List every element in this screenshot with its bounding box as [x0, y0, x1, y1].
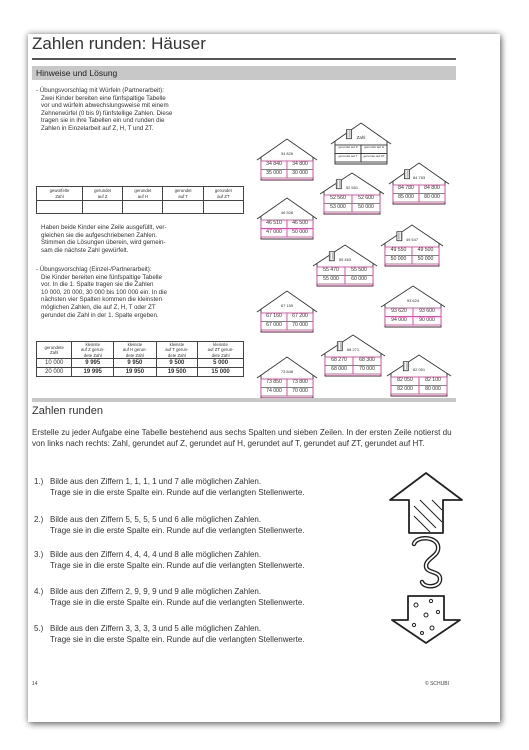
table-header: kleinste auf T gerun- dete Zahl [156, 342, 198, 359]
house-cell: 82 100 [425, 377, 441, 383]
house-label: 68 271 [346, 347, 360, 352]
task-number: 5.) [34, 624, 44, 633]
house [386, 354, 452, 398]
house-cell: 70 000 [292, 387, 308, 394]
house-cell: 35 000 [266, 169, 282, 176]
house-cell: 46 500 [292, 220, 308, 226]
table-header: gerundet auf T [163, 187, 203, 201]
task-item [34, 477, 305, 498]
house-cell: 52 560 [330, 195, 346, 201]
table-cell: 5 000 [198, 358, 244, 367]
house-cell: 50 000 [292, 228, 308, 235]
table-cell: 19 500 [156, 367, 198, 376]
hint-line: 10 000, 20 000, 30 000 bis 100 000 ein. In die [41, 288, 167, 296]
squiggle-icon [414, 538, 440, 586]
house-cell: 90 000 [419, 316, 435, 323]
table-header: gewürfelte Zahl [37, 187, 83, 201]
house-label: 73 848 [280, 369, 294, 374]
hint-line: möglichen Zahlen, die auf Z, H, T oder ZT [41, 303, 156, 311]
table-cell [37, 201, 83, 214]
hint-paragraph-1 [36, 87, 242, 133]
task-number: 3.) [34, 550, 44, 559]
arrow-up-icon [390, 473, 462, 533]
hint-line: Zwei Kinder bereiten eine fünfspaltige Tabelle [41, 94, 166, 102]
house-cell: 49 550 [390, 247, 407, 253]
hint-line: Zahlen in Einzelarbeit auf Z, H, T und ZT. [41, 124, 154, 132]
task-line: Trage sie in die erste Spalte ein. Runde auf die verlangten Stellenwerte. [50, 487, 305, 497]
house-cell: 93 620 [391, 308, 407, 314]
house-cell: gerundet auf H [364, 145, 384, 149]
house-cell: 70 000 [359, 365, 375, 372]
house-cell: 49 500 [417, 247, 434, 253]
house-label: Zahl [356, 135, 366, 140]
hint-line: Stimmen die Lösungen überein, wird gemein- [41, 239, 166, 247]
task-number: 2.) [34, 515, 44, 524]
house [380, 224, 444, 268]
table-header: kleinste auf Z gerun- dete Zahl [72, 342, 114, 359]
task-line: Bilde aus den Ziffern 1, 1, 1, 1 und 7 alle möglichen Zahlen. [50, 477, 262, 486]
hint-line: Haben beide Kinder eine Zeile ausgefüllt, ver- [41, 224, 167, 231]
house-cell: 94 000 [391, 316, 407, 323]
table-cell: 9 995 [72, 358, 114, 367]
house-label: 82 051 [412, 367, 426, 372]
table-header: gerundet auf H [123, 187, 163, 201]
table-cell [83, 201, 123, 214]
task-item [34, 515, 305, 536]
hint-paragraph-3 [36, 266, 242, 319]
house [380, 285, 446, 329]
house-cell: 73 850 [266, 379, 282, 385]
task-line: Trage sie in die erste Spalte ein. Runde auf die verlangten Stellenwerte. [50, 560, 305, 570]
page-number: 14 [32, 681, 38, 687]
house-cell: 73 800 [292, 379, 308, 385]
house-cell: 50 000 [417, 255, 434, 262]
house [256, 356, 318, 400]
hint-line: Zehnerwürfel (0 bis 9) fünfstellige Zahlen. Diese [41, 109, 173, 117]
house-cell: 80 000 [425, 385, 441, 392]
house-cell: 68 300 [359, 357, 375, 363]
house [319, 172, 385, 216]
hint-line: gleichen sie die aufgeschriebenen Zahlen. [41, 231, 157, 239]
house-label: 84 783 [412, 175, 426, 180]
task-item [34, 587, 305, 608]
house-cell: 67 160 [266, 313, 282, 319]
table-cell: 19 950 [114, 367, 157, 376]
hint-paragraph-2 [36, 224, 242, 254]
house-cell: 68 000 [331, 365, 347, 372]
house-cell: 55 500 [351, 267, 367, 273]
house-label: 46 508 [280, 210, 294, 215]
house-cell: 67 200 [292, 313, 308, 319]
table-header: kleinste auf ZT gerun- dete Zahl [198, 342, 244, 359]
house-cell: 34 840 [266, 161, 282, 167]
hint-line: Die Kinder bereiten eine fünfspaltige Tabelle [41, 273, 162, 281]
house-cell: 50 000 [358, 203, 374, 210]
house-cell: 80 000 [424, 193, 440, 200]
table-header: gerundete Zahl [37, 342, 72, 359]
table-cell: 9 500 [156, 358, 198, 367]
house [312, 244, 378, 288]
section-title: Zahlen runden [32, 405, 103, 417]
title-rule [32, 58, 456, 60]
house-cell: 70 000 [292, 321, 308, 328]
table-cell [123, 201, 163, 214]
house [256, 197, 318, 241]
task-item [34, 550, 305, 571]
house-cell: 60 000 [351, 275, 367, 282]
house-cell: 93 600 [419, 308, 435, 314]
task-number: 4.) [34, 587, 44, 596]
task-item [34, 624, 305, 645]
instruction-text: Erstelle zu jeder Aufgabe eine Tabelle bestehend aus sechs Spalten und sieben Zeilen. In der ersten Zeile notierst du von links nach rechts: Zahl, gerundet auf Z, gerundet auf H, gerundet auf T, gerundet auf ZT, gerundet auf HT. [32, 428, 452, 448]
hint-line: sam die nächste Zahl gewürfelt. [41, 246, 129, 254]
house-cell: 84 800 [424, 185, 440, 191]
hint-line: - Übungsvorschlag (Einzel-/Partnerarbeit): [36, 266, 152, 273]
arrows-illustration [386, 470, 466, 645]
table-header: gerundet auf Z [83, 187, 123, 201]
house-cell: 53 000 [330, 203, 346, 210]
house-cell: gerundet auf ZT [363, 153, 385, 158]
house-cell: 46 510 [266, 220, 282, 226]
task-line: Trage sie in die erste Spalte ein. Runde auf die verlangten Stellenwerte. [50, 634, 305, 644]
hint-line: tragen sie in ihre Tabellen ein und runden die [41, 117, 165, 125]
house-cell: 55 470 [323, 267, 339, 273]
house [330, 122, 392, 166]
table-cell: 15 000 [198, 367, 244, 376]
table-cell: 9 950 [114, 358, 157, 367]
house-label: 34 826 [280, 151, 294, 156]
house-cell: 82 050 [397, 377, 413, 383]
hint-line: vor. In die 1. Spalte tragen sie die Zahlen [41, 281, 154, 289]
task-line: Trage sie in die erste Spalte ein. Runde auf die verlangten Stellenwerte. [50, 525, 305, 535]
hint-line: nächsten vier Spalten kommen die kleinsten [41, 296, 163, 304]
house-cell: 85 000 [398, 193, 414, 200]
hint-line: vor und würfeln abwechslungsweise mit einem [41, 102, 169, 110]
house-label: 67 155 [280, 303, 294, 308]
task-line: Bilde aus den Ziffern 3, 3, 3, 3 und 5 alle möglichen Zahlen. [50, 624, 262, 633]
house-label: 49 547 [405, 237, 419, 242]
house-cell: 47 000 [266, 228, 282, 235]
table-cell [163, 201, 203, 214]
house-cell: 82 000 [397, 385, 413, 392]
hint-banner: Hinweise und Lösung [32, 66, 456, 80]
hint-line: gerundet die Zahl in der 1. Spalte ergeben. [41, 311, 159, 319]
task-line: Bilde aus den Ziffern 5, 5, 5, 5 und 6 alle möglichen Zahlen. [50, 515, 262, 524]
smallest-numbers-table [36, 341, 244, 377]
table-cell: 10 000 [37, 358, 72, 367]
house-label: 55 463 [338, 257, 352, 262]
house [320, 334, 386, 378]
hint-line: - Übungsvorschlag mit Würfeln (Partnerarbeit): [36, 87, 164, 94]
table-cell: 19 995 [72, 367, 114, 376]
house-cell: gerundet auf Z [338, 145, 358, 149]
table-cell: 20 000 [37, 367, 72, 376]
task-line: Bilde aus den Ziffern 4, 4, 4, 4 und 8 alle möglichen Zahlen. [50, 550, 262, 559]
table-cell [203, 201, 243, 214]
house-cell: 84 780 [398, 185, 414, 191]
arrow-down-icon [392, 596, 460, 643]
house-cell: 30 000 [292, 169, 308, 176]
table-header: kleinste auf H gerun- dete Zahl [114, 342, 157, 359]
dice-table [36, 186, 244, 214]
house-cell: 52 600 [358, 195, 374, 201]
table-header: gerundet auf ZT [203, 187, 243, 201]
house-cell: 67 000 [266, 321, 282, 328]
task-line: Trage sie in die erste Spalte ein. Runde auf die verlangten Stellenwerte. [50, 597, 305, 607]
house-cell: 74 000 [266, 387, 282, 394]
house-label: 52 551 [345, 185, 359, 190]
house-cell: 55 000 [323, 275, 339, 282]
task-number: 1.) [34, 477, 44, 486]
house-cell: 68 270 [331, 357, 347, 363]
house [256, 138, 318, 182]
house-label: 93 624 [406, 298, 420, 303]
house [256, 290, 318, 334]
section-divider [32, 398, 456, 402]
house-cell: gerundet auf T [338, 153, 358, 158]
page-title: Zahlen runden: Häuser [32, 34, 206, 53]
task-line: Bilde aus den Ziffern 2, 9, 9, 9 und 9 alle möglichen Zahlen. [50, 587, 262, 596]
house [388, 162, 450, 206]
house-cell: 50 000 [390, 255, 407, 262]
copyright: © SCHUBI [425, 681, 449, 687]
house-cell: 34 800 [292, 161, 308, 167]
